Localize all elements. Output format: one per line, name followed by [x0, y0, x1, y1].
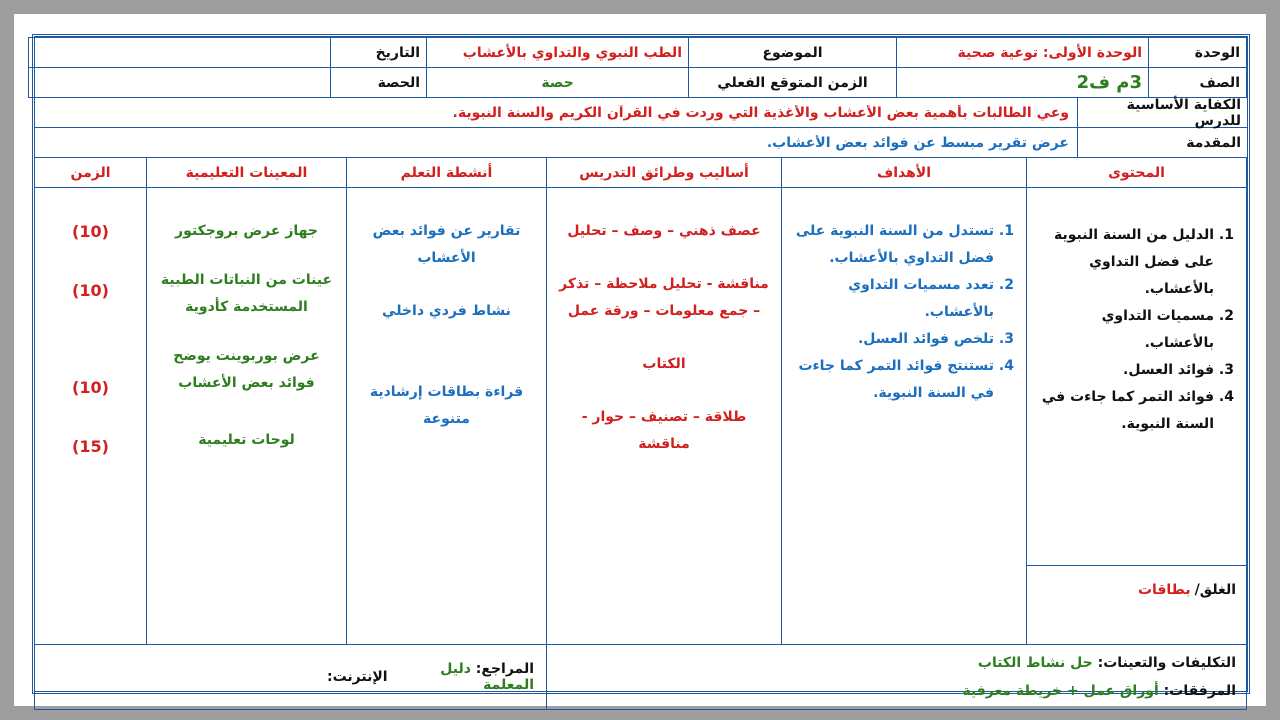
objective-item: 1. تستدل من السنة النبوية على فضل التداوي بالأعشاب.	[792, 218, 994, 272]
activities-cell	[347, 188, 547, 645]
objective-item: 2. تعدد مسميات التداوي بالأعشاب.	[792, 272, 994, 326]
aids-cell	[147, 188, 347, 645]
method-item: عصف ذهني – وصف – تحليل	[567, 223, 761, 239]
attachments-label: المرفقات:	[1163, 683, 1236, 699]
competency-value: وعي الطالبات بأهمية بعض الأعشاب والأغذية التي وردت في القرآن الكريم والسنة النبوية.	[452, 104, 1069, 121]
time-item: (10)	[72, 378, 109, 397]
attachments-value: أوراق عمل + خريطة معرفية	[962, 683, 1159, 699]
column-headers	[35, 158, 1247, 188]
internet-label: الإنترنت:	[327, 669, 388, 685]
intro-row	[35, 128, 1247, 158]
objective-item: 4. تستنتج فوائد التمر كما جاءت في السنة النبوية.	[792, 353, 994, 407]
objective-item: 3. تلخص فوائد العسل.	[792, 326, 994, 353]
objectives-cell	[782, 188, 1027, 645]
closure-label: الغلق/	[1194, 581, 1236, 598]
content-item: 3. فوائد العسل.	[1035, 357, 1214, 384]
content-cell	[1027, 188, 1247, 645]
time-value: حصة	[427, 68, 689, 98]
period-label: الحصة	[331, 68, 427, 98]
lesson-body	[35, 188, 1247, 645]
footer-left	[35, 645, 547, 710]
activity-item: تقارير عن فوائد بعض الأعشاب	[372, 223, 521, 266]
period-value	[29, 68, 331, 98]
activity-item: قراءة بطاقات إرشادية متنوعة	[369, 384, 524, 427]
intro-value: عرض تقرير مبسط عن فوائد بعض الأعشاب.	[766, 134, 1069, 151]
col-objectives: الأهداف	[782, 158, 1027, 188]
topic-value: الطب النبوي والتداوي بالأعشاب	[427, 38, 689, 68]
date-value	[29, 38, 331, 68]
class-value: 3م ف2	[897, 68, 1149, 98]
competency-label: الكفاية الأساسية للدرس	[1077, 98, 1247, 127]
aid-item: عرض بوربوينت يوضح فوائد بعض الأعشاب	[173, 348, 320, 391]
footer-right	[547, 645, 1247, 710]
competency-row	[35, 98, 1247, 128]
unit-value: الوحدة الأولى: توعية صحية	[897, 38, 1149, 68]
lesson-plan-sheet	[32, 34, 1250, 699]
intro-label: المقدمة	[1077, 128, 1247, 157]
time-item: (10)	[72, 281, 109, 300]
unit-label: الوحدة	[1149, 38, 1247, 68]
references-label: المراجع:	[475, 661, 534, 677]
assignments-value: حل نشاط الكتاب	[977, 655, 1093, 671]
method-item: طلاقة – تصنيف – حوار - مناقشة	[581, 409, 747, 452]
references-value: دليل المعلمة	[440, 661, 534, 693]
footer-row	[35, 645, 1247, 710]
col-content: المحتوى	[1027, 158, 1247, 188]
header-table	[28, 37, 1247, 98]
content-list	[1035, 222, 1236, 438]
page-frame	[14, 14, 1266, 706]
time-item: (15)	[72, 437, 109, 456]
aid-item: عينات من النباتات الطبية المستخدمة كأدوية	[160, 272, 333, 315]
aid-item: لوحات تعليمية	[198, 432, 295, 448]
col-methods: أساليب وطرائق التدريس	[547, 158, 782, 188]
assignments-label: التكليفات والتعينات:	[1097, 655, 1236, 671]
col-activities: أنشطة التعلم	[347, 158, 547, 188]
class-label: الصف	[1149, 68, 1247, 98]
content-item: 2. مسميات التداوي بالأعشاب.	[1035, 303, 1214, 357]
topic-label: الموضوع	[689, 38, 897, 68]
objectives-list	[792, 218, 1016, 407]
method-item: الكتاب	[642, 356, 686, 372]
col-time: الزمن	[35, 158, 147, 188]
aid-item: جهاز عرض بروجكتور	[175, 223, 318, 239]
method-item: مناقشة - تحليل ملاحظة – تذكر – جمع معلومات – ورقة عمل	[559, 276, 769, 319]
time-cell	[35, 188, 147, 645]
col-aids: المعينات التعليمية	[147, 158, 347, 188]
main-table	[34, 157, 1247, 710]
methods-cell	[547, 188, 782, 645]
date-label: التاريخ	[331, 38, 427, 68]
closure	[1027, 566, 1246, 614]
content-item: 4. فوائد التمر كما جاءت في السنة النبوية.	[1035, 384, 1214, 438]
time-item: (10)	[72, 222, 109, 241]
activity-item: نشاط فردي داخلي	[382, 303, 511, 319]
closure-value: بطاقات	[1137, 581, 1191, 598]
content-item: 1. الدليل من السنة النبوية على فضل التداوي بالأعشاب.	[1035, 222, 1214, 303]
time-label: الزمن المتوقع الفعلي	[689, 68, 897, 98]
